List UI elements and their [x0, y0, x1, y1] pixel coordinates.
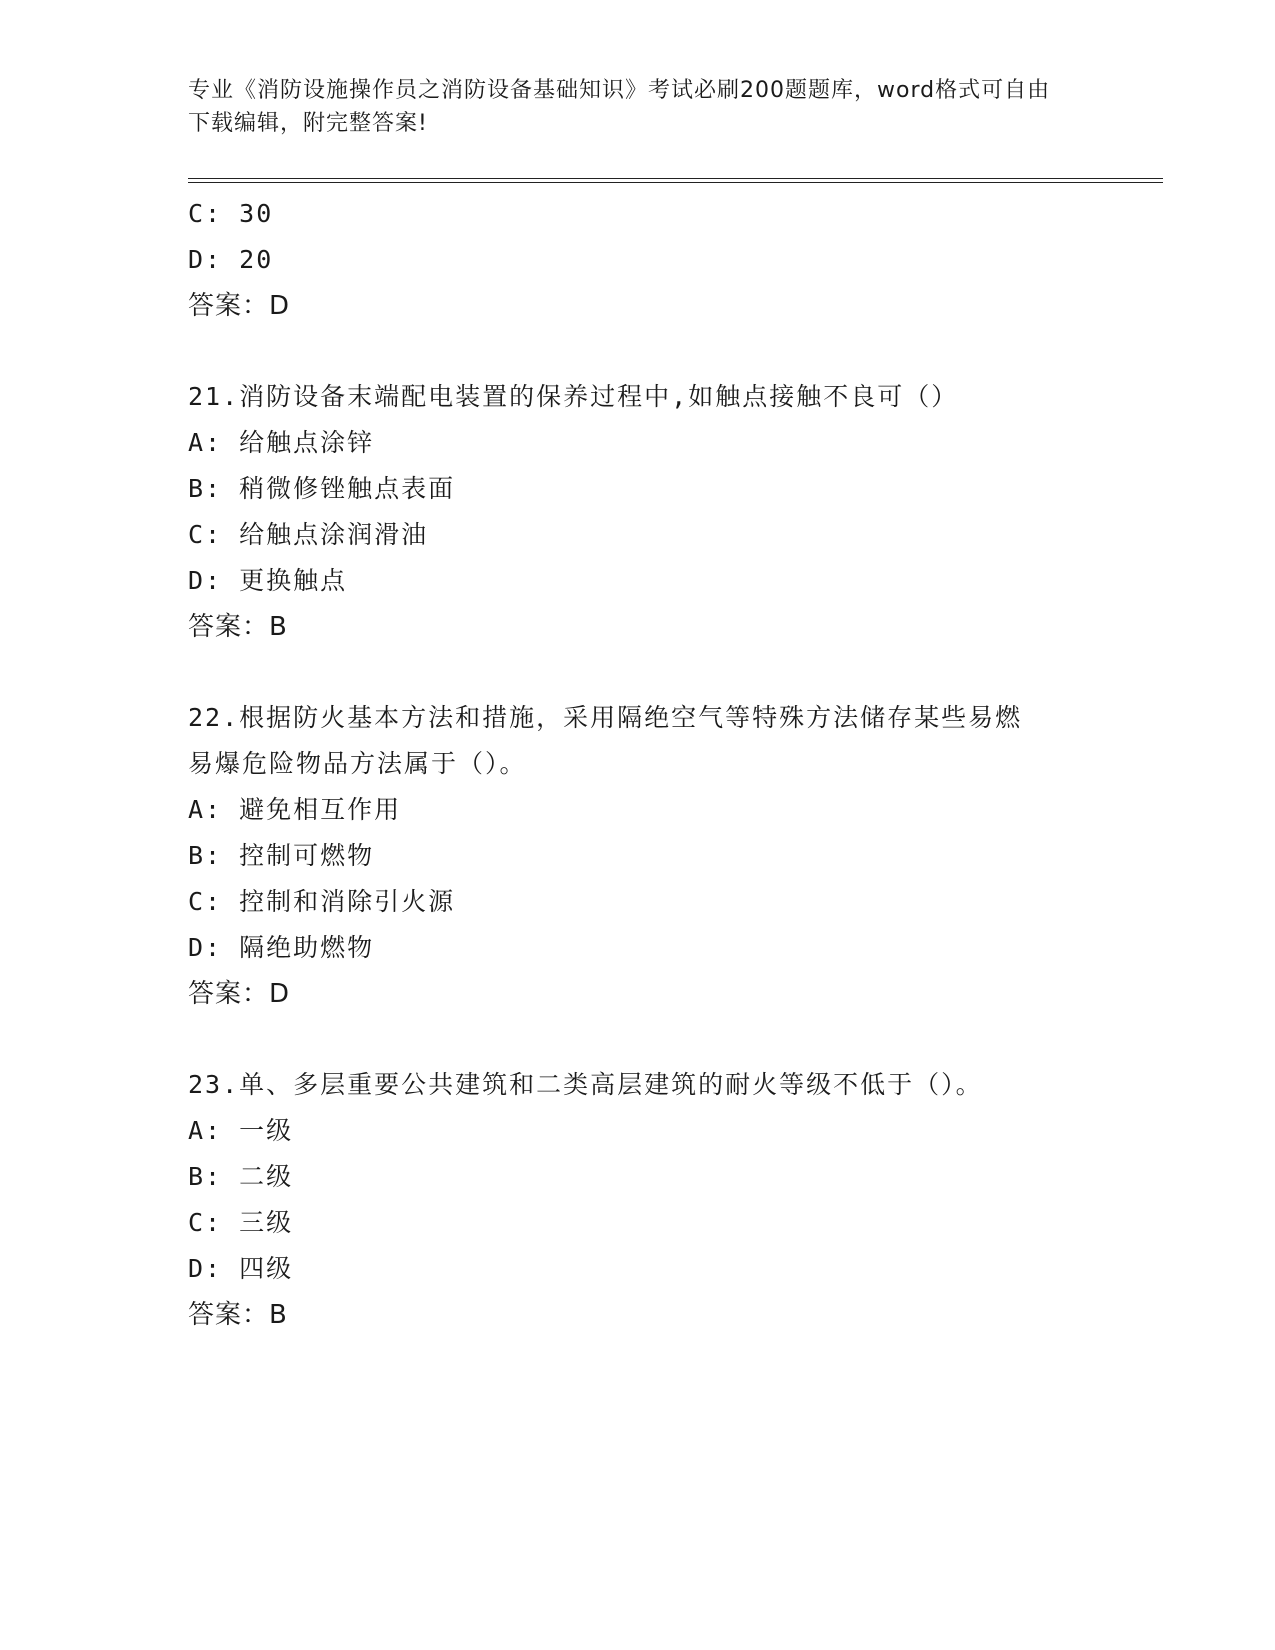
- question-stem: 23.单、多层重要公共建筑和二类高层建筑的耐火等级不低于（）。: [188, 1070, 983, 1099]
- option-a: A: 一级: [188, 1116, 294, 1145]
- option-a: A: 给触点涂锌: [188, 428, 375, 457]
- answer-line: 答案：B: [188, 612, 288, 642]
- question-22: [188, 695, 1108, 1017]
- question-stem: 22.根据防火基本方法和措施，采用隔绝空气等特殊方法储存某些易燃易爆危险物品方法属于（）。: [188, 703, 1023, 778]
- option-d: D: 隔绝助燃物: [188, 933, 375, 962]
- option-c: C: 给触点涂润滑油: [188, 520, 429, 549]
- answer-line: 答案：B: [188, 1300, 288, 1330]
- option-d: D: 更换触点: [188, 566, 348, 595]
- option-b: B: 二级: [188, 1162, 294, 1191]
- option-b: B: 控制可燃物: [188, 841, 375, 870]
- option-b: B: 稍微修锉触点表面: [188, 474, 456, 503]
- option-a: A: 避免相互作用: [188, 795, 402, 824]
- question-23: [188, 1062, 1108, 1338]
- header-divider-bottom: [188, 182, 1163, 183]
- question-21: [188, 374, 1108, 650]
- continued-question: [188, 191, 1108, 329]
- option-c: C: 30: [188, 199, 274, 228]
- document-header: 专业《消防设施操作员之消防设备基础知识》考试必刷200题题库，word格式可自由下载编辑，附完整答案!: [188, 78, 1051, 136]
- option-d: D: 四级: [188, 1254, 294, 1283]
- option-c: C: 控制和消除引火源: [188, 887, 456, 916]
- header-divider-top: [188, 178, 1163, 179]
- option-c: C: 三级: [188, 1208, 294, 1237]
- answer-line: 答案：D: [188, 291, 291, 321]
- option-d: D: 20: [188, 245, 274, 274]
- question-stem: 21.消防设备末端配电装置的保养过程中,如触点接触不良可（）: [188, 382, 959, 411]
- answer-line: 答案：D: [188, 979, 291, 1009]
- question-content: [188, 191, 1108, 1338]
